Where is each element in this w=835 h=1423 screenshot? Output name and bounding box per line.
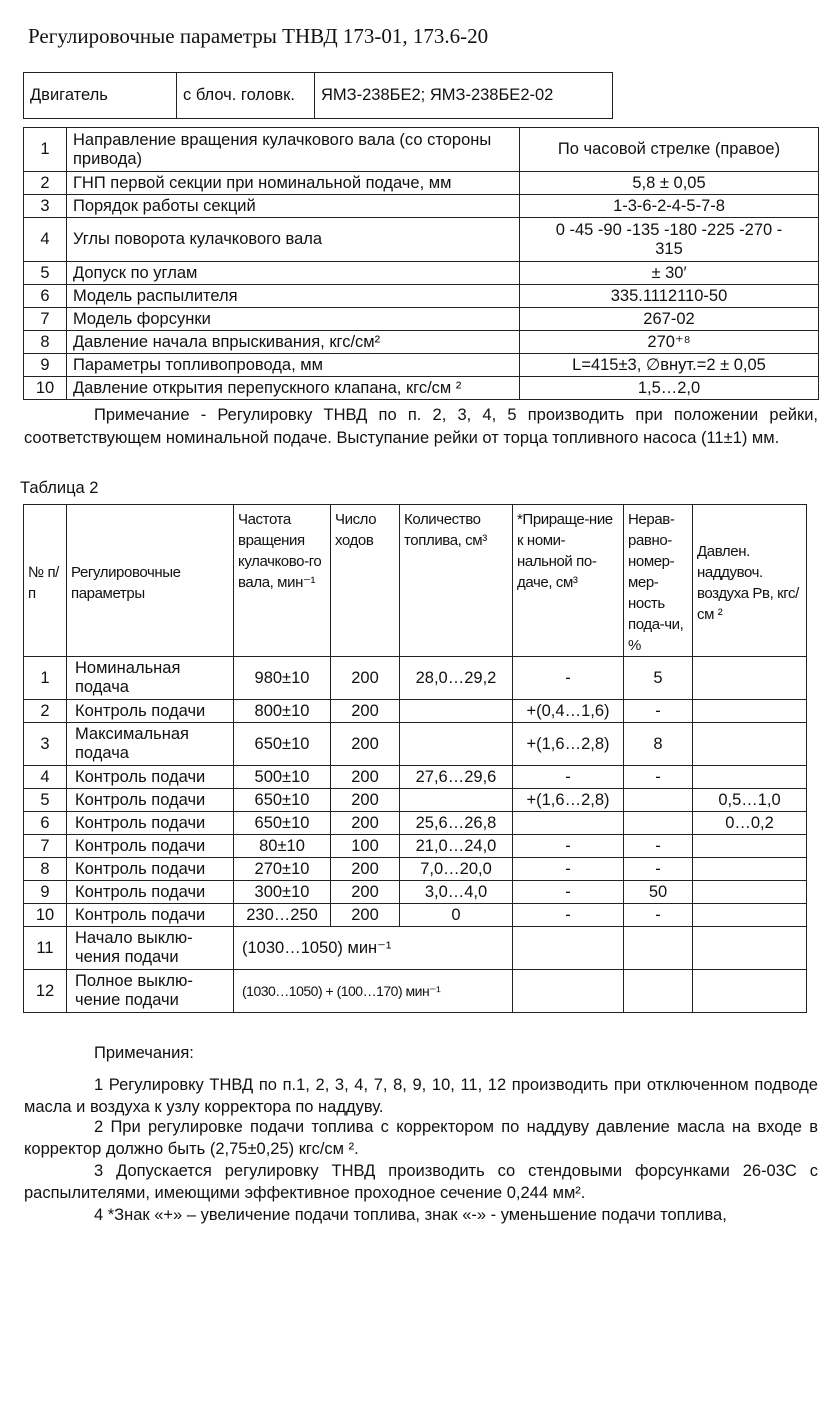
cell bbox=[693, 835, 807, 858]
cell bbox=[693, 657, 807, 700]
cell: 200 bbox=[331, 766, 400, 789]
param-value: 5,8 ± 0,05 bbox=[520, 172, 819, 195]
cell: Номинальная подача bbox=[67, 657, 234, 700]
cell: +(1,6…2,8) bbox=[513, 723, 624, 766]
param-name: Параметры топливопровода, мм bbox=[67, 354, 520, 377]
table-row bbox=[24, 128, 819, 172]
cell: 8 bbox=[24, 858, 67, 881]
header-number: № п/п bbox=[24, 505, 67, 657]
cell: 12 bbox=[24, 970, 67, 1013]
param-name: Допуск по углам bbox=[67, 262, 520, 285]
cell: 650±10 bbox=[234, 812, 331, 835]
cell: 300±10 bbox=[234, 881, 331, 904]
param-value: 267-02 bbox=[520, 308, 819, 331]
note-item: 1 Регулировку ТНВД по п.1, 2, 3, 4, 7, 8, 9, 10, 11, 12 производить при отключенном подводе масла и воздуха к узлу корректора по наддуву. bbox=[24, 1076, 818, 1116]
cell: - bbox=[513, 657, 624, 700]
cell: - bbox=[513, 858, 624, 881]
cell: 21,0…24,0 bbox=[400, 835, 513, 858]
cell: Контроль подачи bbox=[67, 766, 234, 789]
param-value: ± 30′ bbox=[520, 262, 819, 285]
table-row bbox=[24, 308, 819, 331]
cell: - bbox=[624, 904, 693, 927]
cell: (1030…1050) + (100…170) мин⁻¹ bbox=[234, 970, 513, 1013]
cell: - bbox=[513, 881, 624, 904]
cell: Максимальная подача bbox=[67, 723, 234, 766]
param-name: Модель форсунки bbox=[67, 308, 520, 331]
row-number: 7 bbox=[24, 308, 67, 331]
param-name: Направление вращения кулачкового вала (со стороны привода) bbox=[67, 128, 520, 172]
table-row bbox=[24, 723, 807, 766]
regulation-table bbox=[23, 504, 807, 1013]
cell: 200 bbox=[331, 789, 400, 812]
note-item: 4 *Знак «+» – увеличение подачи топлива, знак «-» - уменьшение подачи топлива, bbox=[94, 1206, 727, 1224]
row-number: 2 bbox=[24, 172, 67, 195]
table-row bbox=[24, 172, 819, 195]
table-row bbox=[24, 927, 807, 970]
cell: - bbox=[513, 835, 624, 858]
cell: 0…0,2 bbox=[693, 812, 807, 835]
cell: 50 bbox=[624, 881, 693, 904]
header-pressure: Давлен. наддувоч. воздуха Рв, кгс/см ² bbox=[693, 505, 807, 657]
cell: Контроль подачи bbox=[67, 789, 234, 812]
table-header bbox=[24, 505, 807, 657]
cell: 5 bbox=[624, 657, 693, 700]
table-row bbox=[24, 766, 807, 789]
cell: 200 bbox=[331, 723, 400, 766]
table-row bbox=[24, 331, 819, 354]
cell: 25,6…26,8 bbox=[400, 812, 513, 835]
cell: 200 bbox=[331, 700, 400, 723]
cell: Контроль подачи bbox=[67, 835, 234, 858]
table-row bbox=[24, 195, 819, 218]
cell: 28,0…29,2 bbox=[400, 657, 513, 700]
cell: 200 bbox=[331, 657, 400, 700]
table-row bbox=[24, 789, 807, 812]
cell: 980±10 bbox=[234, 657, 331, 700]
cell bbox=[693, 723, 807, 766]
cell: +(0,4…1,6) bbox=[513, 700, 624, 723]
cell: 80±10 bbox=[234, 835, 331, 858]
cell bbox=[624, 812, 693, 835]
cell: 3,0…4,0 bbox=[400, 881, 513, 904]
table-row bbox=[24, 904, 807, 927]
cell bbox=[693, 700, 807, 723]
cell: Контроль подачи bbox=[67, 881, 234, 904]
cell: 500±10 bbox=[234, 766, 331, 789]
cell bbox=[513, 970, 624, 1013]
table-row bbox=[24, 812, 807, 835]
table-row bbox=[24, 858, 807, 881]
table-row bbox=[24, 377, 819, 400]
param-value: 335.1112110-50 bbox=[520, 285, 819, 308]
param-name: Порядок работы секций bbox=[67, 195, 520, 218]
cell: - bbox=[624, 766, 693, 789]
cell: 200 bbox=[331, 812, 400, 835]
header-strokes: Число ходов bbox=[331, 505, 400, 657]
cell bbox=[693, 858, 807, 881]
cell: 27,6…29,6 bbox=[400, 766, 513, 789]
cell: 11 bbox=[24, 927, 67, 970]
cell: Контроль подачи bbox=[67, 904, 234, 927]
cell bbox=[693, 970, 807, 1013]
cell bbox=[624, 789, 693, 812]
table-row bbox=[24, 700, 807, 723]
cell: 10 bbox=[24, 904, 67, 927]
row-number: 8 bbox=[24, 331, 67, 354]
cell: Контроль подачи bbox=[67, 812, 234, 835]
cell: 5 bbox=[24, 789, 67, 812]
cell: 1 bbox=[24, 657, 67, 700]
table-row bbox=[24, 657, 807, 700]
cell: 270±10 bbox=[234, 858, 331, 881]
cell: (1030…1050) мин⁻¹ bbox=[234, 927, 513, 970]
cell: 200 bbox=[331, 881, 400, 904]
row-number: 9 bbox=[24, 354, 67, 377]
cell: 3 bbox=[24, 723, 67, 766]
cell bbox=[693, 904, 807, 927]
cell: 100 bbox=[331, 835, 400, 858]
param-name: Давление открытия перепускного клапана, кгс/см ² bbox=[67, 377, 520, 400]
cell: 800±10 bbox=[234, 700, 331, 723]
cell: - bbox=[513, 904, 624, 927]
table-row bbox=[24, 354, 819, 377]
cell bbox=[693, 927, 807, 970]
param-value: 1-3-6-2-4-5-7-8 bbox=[520, 195, 819, 218]
cell: Начало выклю-чения подачи bbox=[67, 927, 234, 970]
param-name: ГНП первой секции при номинальной подаче, мм bbox=[67, 172, 520, 195]
page-title: Регулировочные параметры ТНВД 173-01, 173.6-20 bbox=[28, 24, 489, 48]
cell: Контроль подачи bbox=[67, 700, 234, 723]
cell: - bbox=[624, 858, 693, 881]
note-item: 3 Допускается регулировку ТНВД производить со стендовыми форсунками 26-03С с распылителями, имеющими эффективное проходное сечение 0,244 мм². bbox=[24, 1162, 818, 1202]
table-row bbox=[24, 218, 819, 262]
cell: 200 bbox=[331, 858, 400, 881]
cell: 0 bbox=[400, 904, 513, 927]
row-number: 4 bbox=[24, 218, 67, 262]
table-row bbox=[24, 835, 807, 858]
header-increment: *Прираще-ние к номи-нальной по-даче, см³ bbox=[513, 505, 624, 657]
row-number: 5 bbox=[24, 262, 67, 285]
table-row bbox=[24, 881, 807, 904]
param-value: 1,5…2,0 bbox=[520, 377, 819, 400]
header-rpm: Частота вращения кулачково-го вала, мин⁻¹ bbox=[234, 505, 331, 657]
engine-table bbox=[23, 72, 613, 119]
cell bbox=[513, 812, 624, 835]
param-name: Модель распылителя bbox=[67, 285, 520, 308]
table-row bbox=[24, 262, 819, 285]
cell: 9 bbox=[24, 881, 67, 904]
row-number: 6 bbox=[24, 285, 67, 308]
cell: Полное выклю-чение подачи bbox=[67, 970, 234, 1013]
cell: 650±10 bbox=[234, 789, 331, 812]
cell: - bbox=[624, 700, 693, 723]
cell: - bbox=[513, 766, 624, 789]
cell: Контроль подачи bbox=[67, 858, 234, 881]
row-number: 3 bbox=[24, 195, 67, 218]
cell: 7,0…20,0 bbox=[400, 858, 513, 881]
cell: +(1,6…2,8) bbox=[513, 789, 624, 812]
cell bbox=[624, 927, 693, 970]
param-name: Углы поворота кулачкового вала bbox=[67, 218, 520, 262]
engine-label: Двигатель bbox=[24, 73, 177, 119]
row-number: 1 bbox=[24, 128, 67, 172]
cell: - bbox=[624, 835, 693, 858]
header-params: Регулировочные параметры bbox=[67, 505, 234, 657]
notes-title: Примечания: bbox=[94, 1044, 194, 1062]
cell: 650±10 bbox=[234, 723, 331, 766]
cell: 230…250 bbox=[234, 904, 331, 927]
cell bbox=[693, 881, 807, 904]
cell: 2 bbox=[24, 700, 67, 723]
header-unevenness: Нерав-равно-номер-мер-ность пода-чи, % bbox=[624, 505, 693, 657]
cell: 200 bbox=[331, 904, 400, 927]
table-row bbox=[24, 970, 807, 1013]
cell bbox=[400, 723, 513, 766]
param-name: Давление начала впрыскивания, кгс/см² bbox=[67, 331, 520, 354]
table-row bbox=[24, 285, 819, 308]
cell: 4 bbox=[24, 766, 67, 789]
cell bbox=[400, 789, 513, 812]
cell bbox=[513, 927, 624, 970]
param-value: 270⁺⁸ bbox=[520, 331, 819, 354]
cell: 8 bbox=[624, 723, 693, 766]
engine-models: ЯМЗ-238БЕ2; ЯМЗ-238БЕ2-02 bbox=[315, 73, 613, 119]
engine-type: с блоч. головк. bbox=[177, 73, 315, 119]
param-value: По часовой стрелке (правое) bbox=[520, 128, 819, 172]
header-fuel: Количество топлива, см³ bbox=[400, 505, 513, 657]
param-value: L=415±3, ∅внут.=2 ± 0,05 bbox=[520, 354, 819, 377]
cell: 0,5…1,0 bbox=[693, 789, 807, 812]
note-item: 2 При регулировке подачи топлива с корректором по наддуву давление масла на входе в корректор должно быть (2,75±0,25) кгс/см ². bbox=[24, 1118, 818, 1158]
parameters-table bbox=[23, 127, 819, 400]
table-2-label: Таблица 2 bbox=[20, 479, 99, 497]
cell bbox=[624, 970, 693, 1013]
cell bbox=[693, 766, 807, 789]
cell bbox=[400, 700, 513, 723]
cell: 6 bbox=[24, 812, 67, 835]
param-value: 0 -45 -90 -135 -180 -225 -270 - 315 bbox=[520, 218, 819, 262]
row-number: 10 bbox=[24, 377, 67, 400]
note-1: Примечание - Регулировку ТНВД по п. 2, 3, 4, 5 производить при положении рейки, соответствующем номинальной подаче. Выступание рейки от торца топливного насоса (11±1) мм. bbox=[24, 406, 818, 447]
cell: 7 bbox=[24, 835, 67, 858]
